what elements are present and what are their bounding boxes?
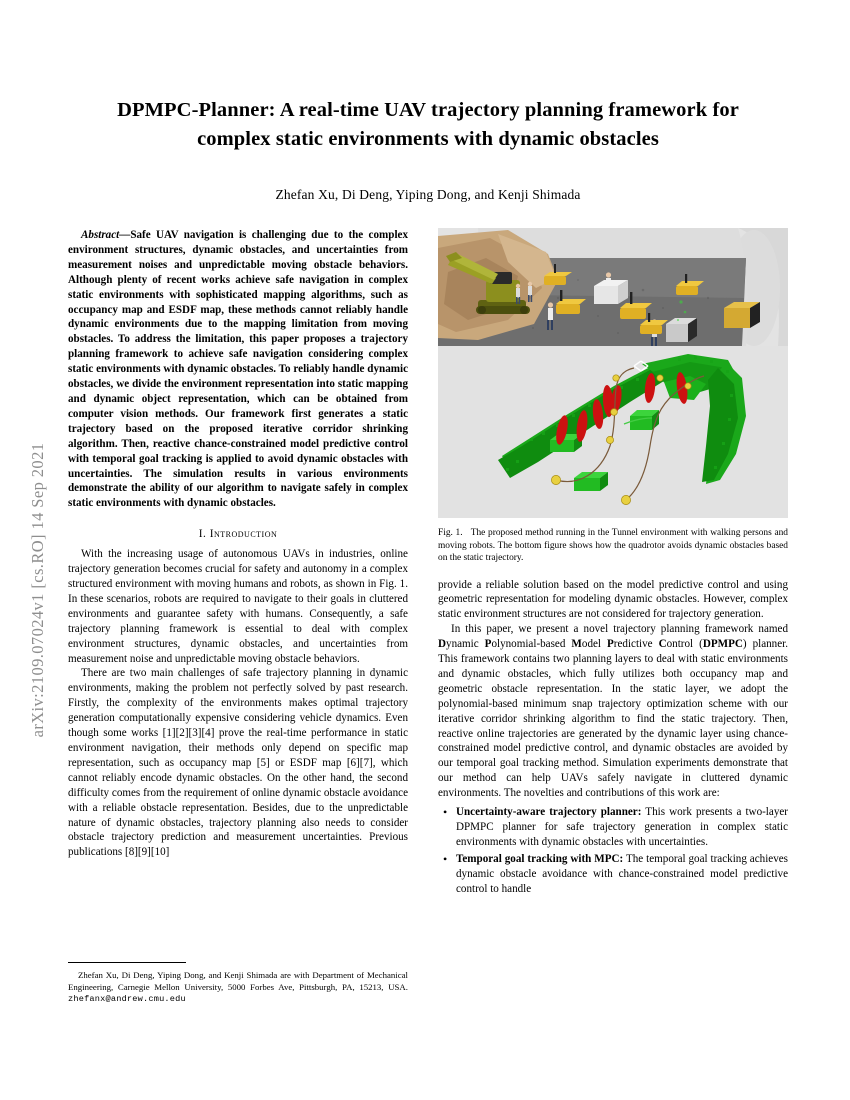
arxiv-stamp: arXiv:2109.07024v1 [cs.RO] 14 Sep 2021 [28, 442, 47, 738]
list-item [454, 805, 788, 850]
static-box [724, 302, 760, 328]
author-email[interactable]: zhefanx@andrew.cmu.edu [68, 994, 186, 1005]
contribution-text: The temporal goal tracking achieves dynamic obstacle avoidance with chance-constrained model predictive control to handle [456, 852, 788, 895]
p4-plain-ynamic: ynamic [446, 638, 485, 651]
figure-1-caption [438, 527, 788, 565]
p4-bold-c: C [658, 638, 667, 651]
figure-1-caption-text: The proposed method running in the Tunnel environment with walking persons and moving robots. The bottom figure shows how the quadrotor avoids dynamic obstacles based on the static trajectory. [438, 528, 788, 563]
occupancy-map-scene [438, 352, 788, 518]
title-block [68, 96, 788, 203]
contribution-title: Uncertainty-aware trajectory planner: [456, 806, 642, 819]
abstract-section [68, 228, 408, 511]
contribution-title: Temporal goal tracking with MPC: [456, 852, 624, 865]
intro-paragraph-4 [438, 622, 788, 801]
paper-title-line-1: DPMPC-Planner: A real-time UAV trajectory planning framework for [117, 99, 739, 121]
paper-title-line-2: complex static environments with dynamic obstacles [197, 128, 659, 151]
p4-text-b: ) planner. This framework contains two planning layers to deal with static environments and dynamic obstacles, which fully utilizes both occupancy map and geometric obstacle representation. In the static layer, we adopt the polynomial-based minimum snap trajectory optimization scheme with our iterative corridor shrinking algorithm to find the static trajectory. Then, reactive online trajectories are generated by the dynamic layer using chance-constrained model predictive control, and dynamic obstacles are avoided by our temporal goal tracking method. Simulation experiments demonstrate that our method can help UAVs safely navigate in cluttered dynamic environments. The novelties and contributions of this work are: [438, 638, 788, 800]
abstract-paragraph [68, 228, 408, 511]
p4-bold-p: P [484, 638, 492, 651]
section-heading-introduction: I. Introduction [198, 528, 278, 541]
intro-paragraph-3-continued: provide a reliable solution based on the model predictive control and using geometric representation for modeling dynamic obstacles. However, complex static environment structures are not considered for trajectory generation. [438, 578, 788, 621]
p4-bold-d: D [438, 638, 447, 651]
p4-bold-dpmpc: DPMPC [702, 638, 743, 651]
static-box [666, 318, 697, 342]
footnote-rule [68, 962, 186, 963]
tunnel-scene [438, 228, 788, 346]
intro-paragraph-1: With the increasing usage of autonomous UAVs in industries, online trajectory generation becomes crucial for safety and autonomy in a complex structured environment with moving humans and robots, as shown in Fig. 1. In these scenarios, robots are required to navigate to their goals in cluttered environments and guarantee safety with humans. Consequently, a safe trajectory planning framework is essential to deal with complex environment structures, dynamic obstacles, and uncertainties from measurement noise and unpredictable moving obstacle behaviors. [68, 548, 408, 665]
author-list: Zhefan Xu, Di Deng, Yiping Dong, and Kenji Shimada [275, 187, 581, 203]
abstract-label: Abstract— [81, 229, 131, 241]
footnote-text [68, 970, 408, 1006]
footnote-affiliation: Zhefan Xu, Di Deng, Yiping Dong, and Kenji Shimada are with Department of Mechanical Engineering, Carnegie Mellon University, 5000 Forbes Ave, Pittsburgh, PA, 15213, USA. [68, 970, 408, 992]
list-item [454, 852, 788, 897]
p4-plain-olynomial: olynomial-based [491, 638, 572, 651]
intro-paragraph-2: There are two main challenges of safe trajectory planning in dynamic environments, making the problem not perfectly solved by past research. Firstly, the complexity of the environments makes optimal trajectory generation computationally expensive considering vehicle dynamics. Even though some works [1][2][3][4] prove the real-time performance in static environment navigation, their methods only depend on specific map representation, such as occupancy map [5] or ESDF map [6][7], which cannot reliably encode dynamic obstacles. On the other hand, the second difficulty comes from the requirement of online dynamic obstacle avoidance with a reliable obstacle representation. Besides, due to the unpredictable nature of dynamic obstacles, trajectory planning also needs to consider obstacle trajectory prediction and measurement uncertainties. Previous publications [8][9][10] [68, 667, 408, 859]
figure-1-label: Fig. 1. [438, 528, 463, 538]
static-obstacle-box [574, 472, 608, 491]
page-title [68, 96, 788, 154]
figure-1 [438, 228, 788, 565]
p4-bold-m: M [571, 638, 582, 651]
static-box [594, 280, 628, 304]
contribution-text: This work presents a two-layer DPMPC planner for safe trajectory generation in complex static environments with dynamic obstacles with uncertainties. [456, 806, 788, 848]
abstract-text: Safe UAV navigation is challenging due to the complex environment structures, dynamic obstacles, and uncertainties from measurement noises and unpredictable moving obstacle behaviors. Although plenty of recent works achieve safe navigation in complex static environments with sophisticated mapping algorithms, such as occupancy map and ESDF map, these methods cannot reliably handle dynamic environments due to the mapping limitation from moving obstacles. To address the limitation, this paper proposes a trajectory planning framework to achieve safe navigation considering complex static environments with dynamic obstacles. To reliably handle dynamic obstacles, we divide the environment representation into static mapping and dynamic object representation, which can be obtained from computer vision methods. Our framework first generates a static trajectory based on the proposed iterative corridor shrinking algorithm. Then, reactive chance-constrained model predictive control with temporal goal tracking is applied to avoid dynamic obstacles with uncertainties. The simulation results in various environments demonstrate the ability of our algorithm to navigate safely in complex static environments with dynamic obstacles. [68, 229, 408, 510]
left-column [68, 228, 408, 860]
figure-1-image [438, 228, 788, 518]
p4-bold-p2: P [607, 638, 614, 651]
contributions-list [438, 805, 788, 896]
p4-plain-odel: odel [581, 638, 607, 651]
right-column [438, 228, 788, 897]
p4-plain-redictive: redictive [613, 638, 659, 651]
p4-text-a: In this paper, we present a novel trajectory planning framework named [451, 623, 788, 636]
footnote-block [68, 962, 408, 1006]
p4-plain-ontrol: ontrol ( [666, 638, 703, 651]
